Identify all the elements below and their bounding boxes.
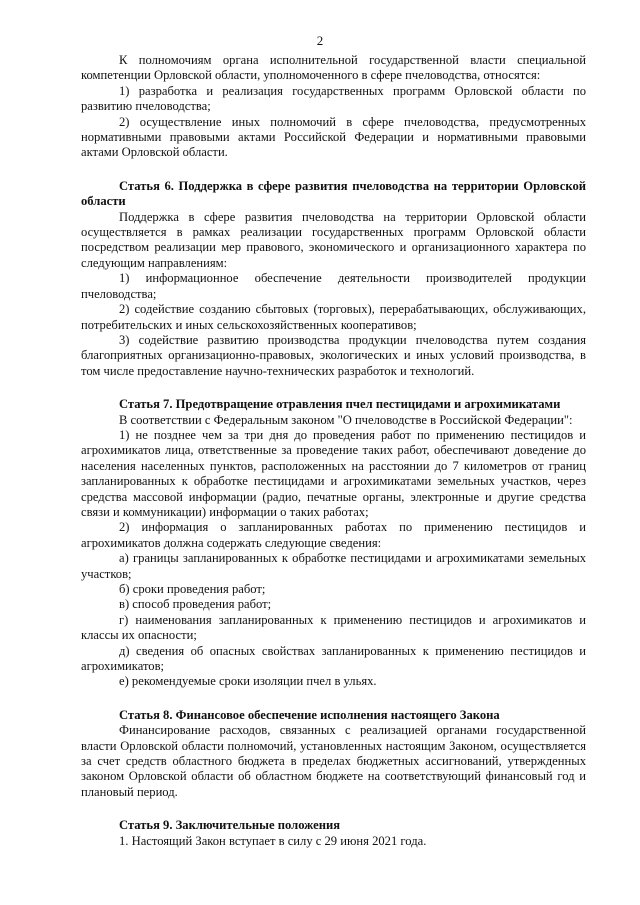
list-item: 2) содействие созданию сбытовых (торговых), перерабатывающих, обслуживающих, потребительских и иных сельскохозяйственных кооперативов; [81, 302, 586, 332]
list-item: 2) информация о запланированных работах по применению пестицидов и агрохимикатов должна содержать следующие сведения: [81, 520, 586, 550]
paragraph: Поддержка в сфере развития пчеловодства на территории Орловской области осуществляется в рамках реализации государственных программ Орловской области посредством реализации мер правового, экономического и организационного характера по следующим направлениям: [81, 209, 586, 270]
paragraph: 1. Настоящий Закон вступает в силу с 29 июня 2021 года. [119, 833, 427, 848]
list-item: а) границы запланированных к обработке пестицидами и агрохимикатами земельных участков; [81, 551, 586, 581]
section-intro [81, 53, 586, 161]
section-article-8 [81, 708, 586, 800]
article-heading: Статья 8. Финансовое обеспечение исполнения настоящего Закона [119, 707, 500, 722]
article-heading: Статья 7. Предотвращение отравления пчел пестицидами и агрохимикатами [119, 397, 561, 412]
section-article-9 [81, 818, 586, 849]
paragraph: В соответствии с Федеральным законом "О пчеловодстве в Российской Федерации": [119, 412, 573, 427]
list-item: 1) информационное обеспечение деятельности производителей продукции пчеловодства; [81, 271, 586, 301]
article-heading: Статья 6. Поддержка в сфере развития пчеловодства на территории Орловской области [81, 178, 586, 209]
list-item: в) способ проведения работ; [119, 597, 272, 612]
list-item: 1) разработка и реализация государственных программ Орловской области по развитию пчеловодства; [81, 83, 586, 114]
list-item: д) сведения об опасных свойствах запланированных к применению пестицидов и агрохимикатов; [81, 643, 586, 674]
paragraph: К полномочиям органа исполнительной государственной власти специальной компетенции Орловской области, уполномоченного в сфере пчеловодства, относятся: [81, 53, 586, 83]
article-heading: Статья 9. Заключительные положения [119, 818, 341, 833]
list-item: г) наименования запланированных к применению пестицидов и агрохимикатов и классы их опасности; [81, 612, 586, 643]
page-number: 2 [316, 33, 324, 48]
list-item: 2) осуществление иных полномочий в сфере пчеловодства, предусмотренных нормативными правовыми актами Российской Федерации и нормативными правовыми актами Орловской области. [81, 114, 586, 160]
paragraph: Финансирование расходов, связанных с реализацией органами государственной власти Орловской области полномочий, установленных настоящим Законом, осуществляется за счет средств областного бюджета в пределах бюджетных ассигнований, утвержденных законом Орловской области об областном бюджете на соответствующий финансовый год и плановый период. [81, 723, 586, 799]
list-item: е) рекомендуемые сроки изоляции пчел в ульях. [119, 674, 377, 689]
section-article-6 [81, 179, 586, 379]
section-article-7 [81, 397, 586, 690]
document-body [81, 53, 586, 849]
list-item: б) сроки проведения работ; [119, 582, 266, 596]
list-item: 1) не позднее чем за три дня до проведения работ по применению пестицидов и агрохимикатов лица, ответственные за проведение таких работ, обеспечивают доведение до населения населенных пунктов, расположенных на расстоянии до 7 километров от границ запланированных к обработке пестицидами и агрохимикатами земельных участков, через средства массовой информации (радио, печатные органы, электронные и другие средства связи и коммуникации) информации о таких работах; [81, 427, 586, 519]
list-item: 3) содействие развитию производства продукции пчеловодства путем создания благоприятных организационно-правовых, экологических и иных условий производства, в том числе предоставление научно-технических разработок и технологий. [81, 332, 586, 378]
